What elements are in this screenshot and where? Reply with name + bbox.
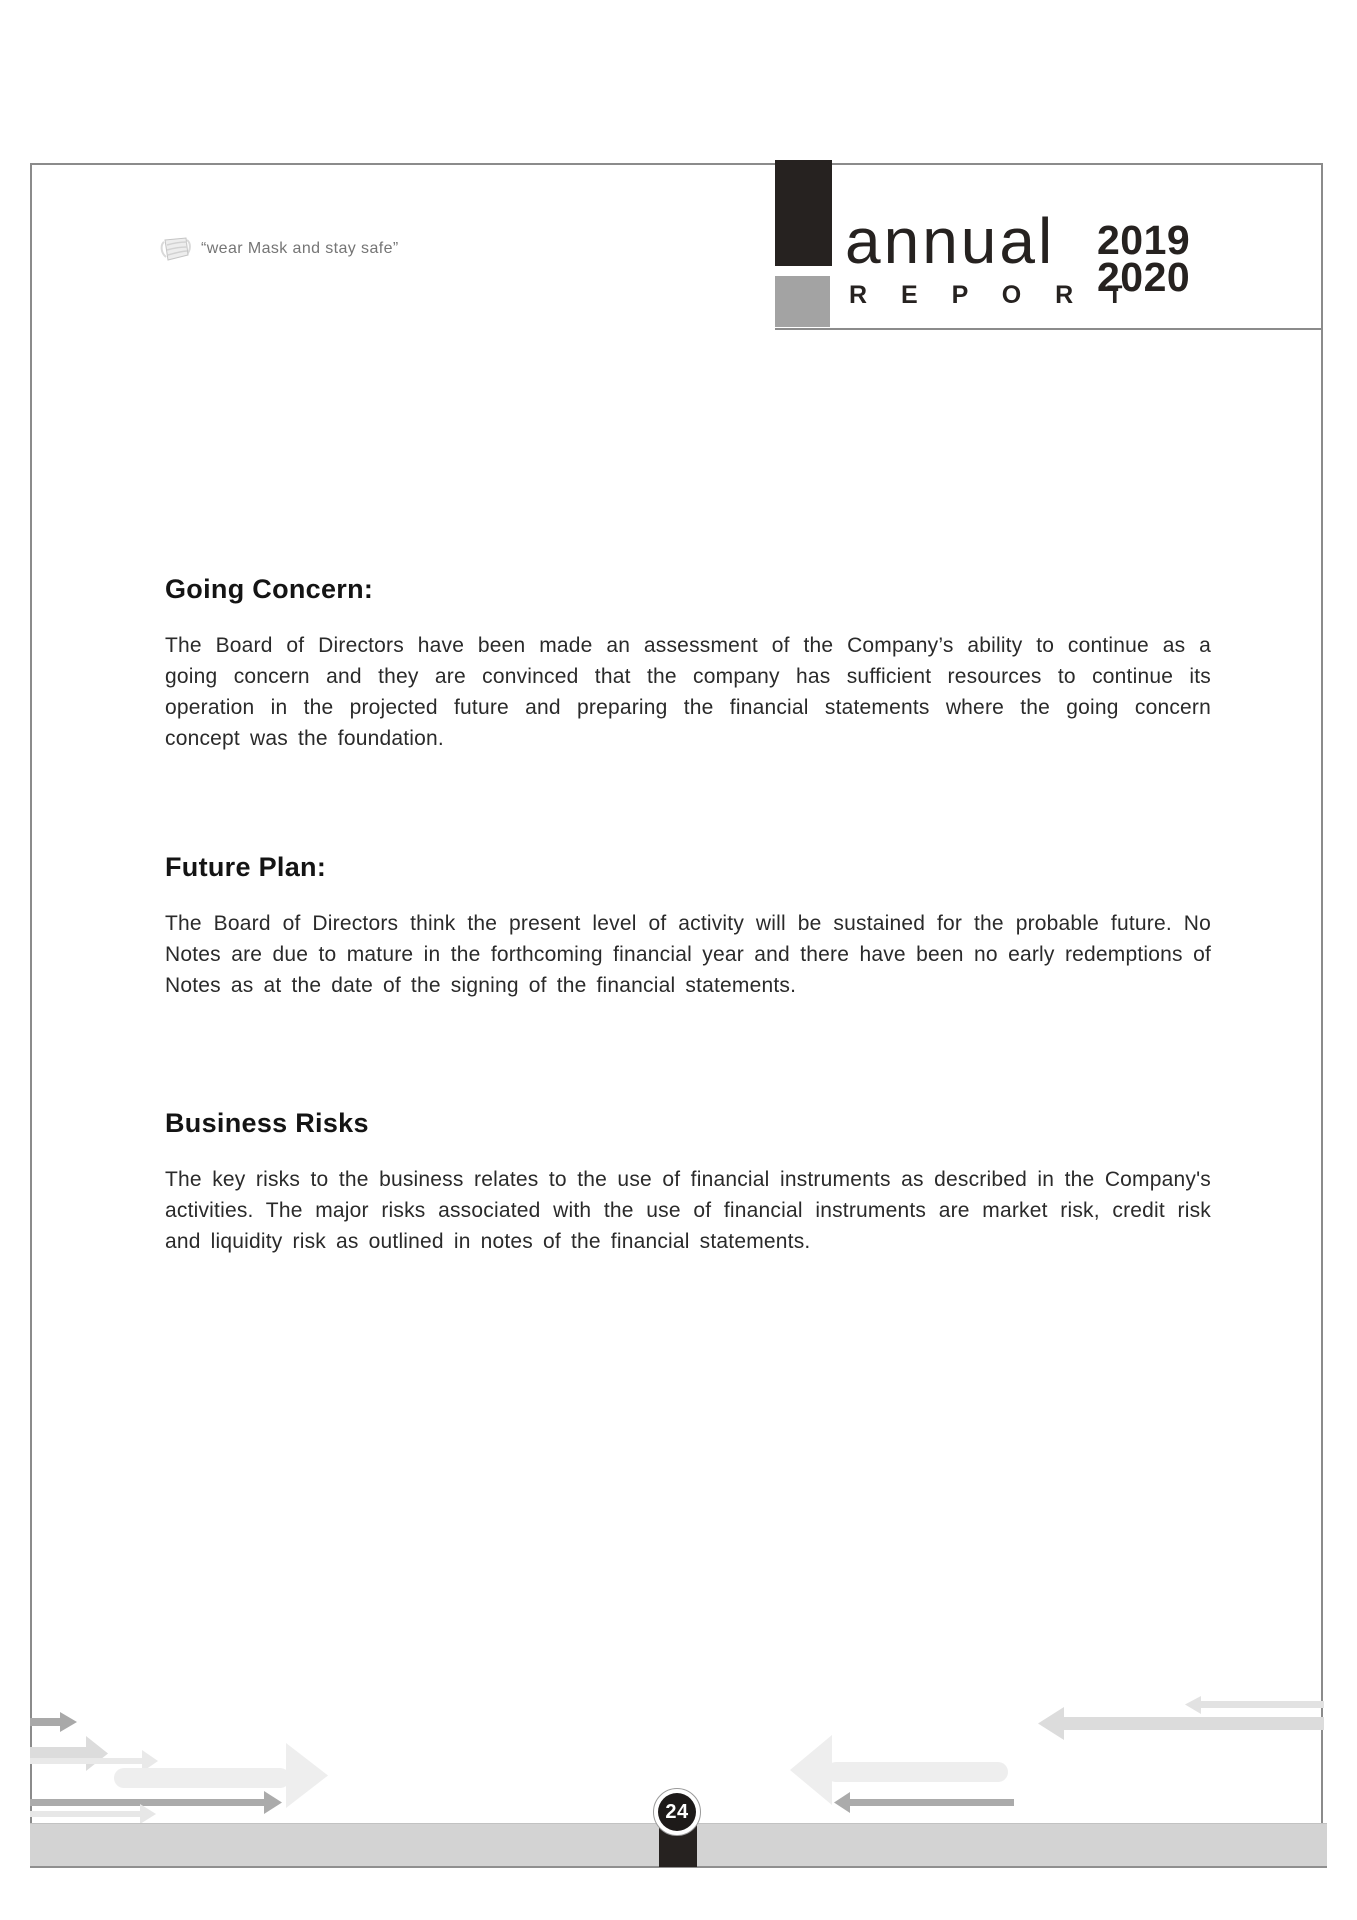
page-number-badge xyxy=(653,1788,701,1836)
logo-years xyxy=(1097,217,1191,300)
footer-arrows-left xyxy=(30,1703,330,1828)
section-body: The Board of Directors think the present level of activity will be sustained for the probable future. No Notes are due to mature in the forthcoming financial year and there have been no early redemptions of Notes as at the date of the signing of the financial statements. xyxy=(165,912,1211,997)
logo-title: annual xyxy=(845,205,1056,277)
section-heading: Business Risks xyxy=(165,1108,369,1138)
section-heading: Going Concern: xyxy=(165,574,374,604)
right-arrow-icon xyxy=(30,1791,282,1814)
section-body: The key risks to the business relates to the use of financial instruments as described in the Company's activities. The major risks associated with the use of financial instruments are market risk, credit risk and liquidity risk as outlined in notes of the financial statements. xyxy=(165,1168,1211,1253)
left-arrow-icon xyxy=(1185,1696,1324,1714)
mask-note xyxy=(158,234,399,264)
right-arrow-icon xyxy=(30,1712,77,1732)
right-arrow-icon xyxy=(114,1743,328,1808)
section-body: The Board of Directors have been made an assessment of the Company’s ability to continue as a going concern and they are convinced that the company has sufficient resources to continue its operation in the projected future and preparing the financial statements where the going concern concept was the foundation. xyxy=(165,634,1211,750)
logo-year-bottom: 2020 xyxy=(1097,254,1191,300)
logo-subtitle: R E P O R T xyxy=(849,281,1136,309)
mask-note-text: “wear Mask and stay safe” xyxy=(201,240,399,257)
left-arrow-icon xyxy=(834,1792,1014,1813)
right-arrow-icon xyxy=(30,1804,156,1824)
page-number: 24 xyxy=(658,1793,696,1831)
logo-black-block xyxy=(775,160,832,266)
section-going-concern xyxy=(165,574,1211,754)
right-arrow-icon xyxy=(30,1736,108,1771)
section-future-plan xyxy=(165,852,1211,1001)
page-border-frame xyxy=(30,163,1323,1864)
section-heading: Future Plan: xyxy=(165,852,327,882)
face-mask-icon xyxy=(158,234,192,264)
footer-arrows-right xyxy=(788,1690,1328,1815)
logo-gray-block xyxy=(775,276,830,327)
left-arrow-icon xyxy=(790,1735,1008,1805)
logo-underline xyxy=(775,328,1323,330)
logo-year-top: 2019 xyxy=(1097,217,1191,263)
left-arrow-icon xyxy=(1038,1707,1324,1740)
section-business-risks xyxy=(165,1108,1211,1257)
